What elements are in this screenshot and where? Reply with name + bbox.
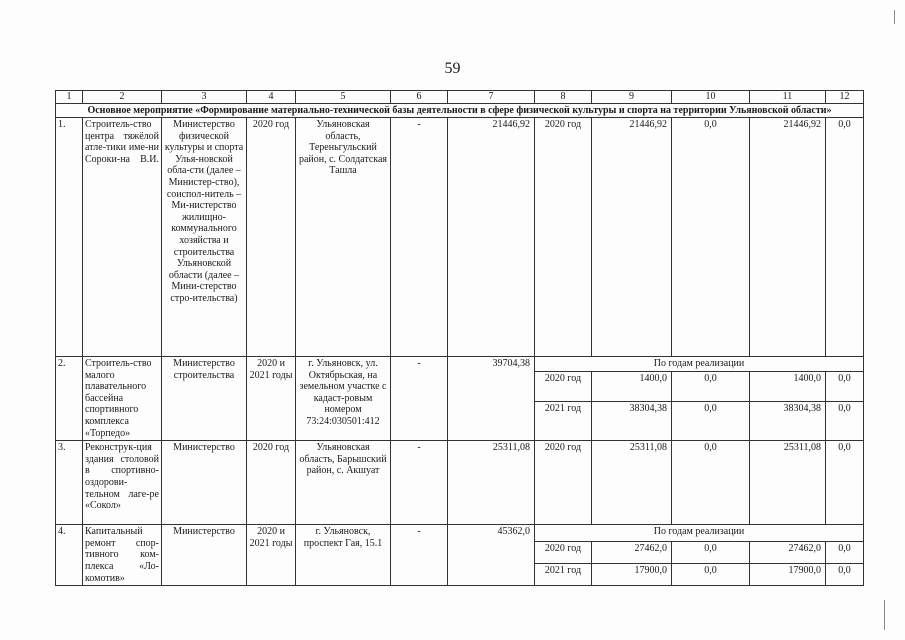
amount-col11: 25311,08 — [750, 441, 826, 525]
amount-col11: 38304,38 — [750, 401, 826, 441]
object-name: Капитальный ремонт спор-тивного ком-плекса «Ло-комотив» — [83, 525, 162, 586]
period: 2020 год — [247, 441, 296, 525]
amount-col12: 0,0 — [826, 118, 864, 357]
amount-col10: 0,0 — [672, 372, 750, 401]
column-number: 12 — [826, 91, 864, 104]
column-number: 6 — [391, 91, 448, 104]
column-number: 10 — [672, 91, 750, 104]
object-name: Строитель-ство центра тяжёлой атле-тики име-ни Сороки-на В.И. — [83, 118, 162, 357]
executor: Министерство строительства — [162, 357, 247, 441]
program-table — [55, 90, 864, 586]
amount-col11: 17900,0 — [750, 563, 826, 585]
year: 2021 год — [535, 401, 592, 441]
year: 2021 год — [535, 563, 592, 585]
object-name: Строитель-ство малого плавательного бассейна спортивного комплекса «Торпедо» — [83, 357, 162, 441]
total-amount: 21446,92 — [448, 118, 535, 357]
row-number: 4. — [56, 525, 83, 586]
total-amount: 39704,38 — [448, 357, 535, 441]
amount-col10: 0,0 — [672, 441, 750, 525]
col6-value: - — [391, 118, 448, 357]
column-number-row — [56, 91, 864, 104]
year: 2020 год — [535, 441, 592, 525]
scan-mark — [894, 10, 895, 24]
period: 2020 и 2021 годы — [247, 357, 296, 441]
location: Ульяновская область, Тереньгульский район, с. Солдатская Ташла — [296, 118, 391, 357]
table-row — [56, 525, 864, 541]
page-number: 59 — [444, 60, 461, 77]
by-year-label: По годам реализации — [535, 525, 864, 541]
year: 2020 год — [535, 372, 592, 401]
year: 2020 год — [535, 118, 592, 357]
total-amount: 45362,0 — [448, 525, 535, 586]
col6-value: - — [391, 357, 448, 441]
total-amount: 25311,08 — [448, 441, 535, 525]
amount-col9: 1400,0 — [592, 372, 672, 401]
column-number: 4 — [247, 91, 296, 104]
amount-col12: 0,0 — [826, 372, 864, 401]
section-title: Основное мероприятие «Формирование материально-технической базы деятельности в сфере физической культуры и спорта на территории Ульяновской области» — [56, 103, 864, 118]
col6-value: - — [391, 441, 448, 525]
amount-col11: 21446,92 — [750, 118, 826, 357]
table-row — [56, 357, 864, 372]
amount-col10: 0,0 — [672, 118, 750, 357]
amount-col9: 17900,0 — [592, 563, 672, 585]
amount-col12: 0,0 — [826, 541, 864, 563]
amount-col12: 0,0 — [826, 401, 864, 441]
executor: Министерство — [162, 525, 247, 586]
row-number: 3. — [56, 441, 83, 525]
location: г. Ульяновск, ул. Октябрьская, на земельном участке с кадаст-ровым номером 73:24:030501:412 — [296, 357, 391, 441]
table-row — [56, 441, 864, 525]
year: 2020 год — [535, 541, 592, 563]
amount-col10: 0,0 — [672, 541, 750, 563]
amount-col10: 0,0 — [672, 401, 750, 441]
amount-col9: 25311,08 — [592, 441, 672, 525]
section-row — [56, 103, 864, 118]
amount-col12: 0,0 — [826, 441, 864, 525]
row-number: 1. — [56, 118, 83, 357]
executor: Министерство физической культуры и спорта Улья-новской обла-сти (далее – Министер-ство), соиспол-нитель – Ми-нистерство жилищно-коммунального хозяйства и строительства Ульяновской области (далее – Мини-стерство стро-ительства) — [162, 118, 247, 357]
col6-value: - — [391, 525, 448, 586]
object-name: Реконструк-ция здания столовой в спортивно-оздорови-тельном лаге-ре «Сокол» — [83, 441, 162, 525]
location: г. Ульяновск, проспект Гая, 15.1 — [296, 525, 391, 586]
amount-col9: 21446,92 — [592, 118, 672, 357]
by-year-label: По годам реализации — [535, 357, 864, 372]
column-number: 9 — [592, 91, 672, 104]
period: 2020 и 2021 годы — [247, 525, 296, 586]
amount-col12: 0,0 — [826, 563, 864, 585]
column-number: 3 — [162, 91, 247, 104]
column-number: 8 — [535, 91, 592, 104]
period: 2020 год — [247, 118, 296, 357]
column-number: 5 — [296, 91, 391, 104]
table-row — [56, 118, 864, 357]
column-number: 1 — [56, 91, 83, 104]
executor: Министерство — [162, 441, 247, 525]
row-number: 2. — [56, 357, 83, 441]
amount-col10: 0,0 — [672, 563, 750, 585]
location: Ульяновская область, Барышский район, с. Акшуат — [296, 441, 391, 525]
column-number: 2 — [83, 91, 162, 104]
amount-col11: 27462,0 — [750, 541, 826, 563]
scan-mark — [884, 600, 885, 630]
amount-col9: 27462,0 — [592, 541, 672, 563]
amount-col9: 38304,38 — [592, 401, 672, 441]
column-number: 7 — [448, 91, 535, 104]
column-number: 11 — [750, 91, 826, 104]
amount-col11: 1400,0 — [750, 372, 826, 401]
